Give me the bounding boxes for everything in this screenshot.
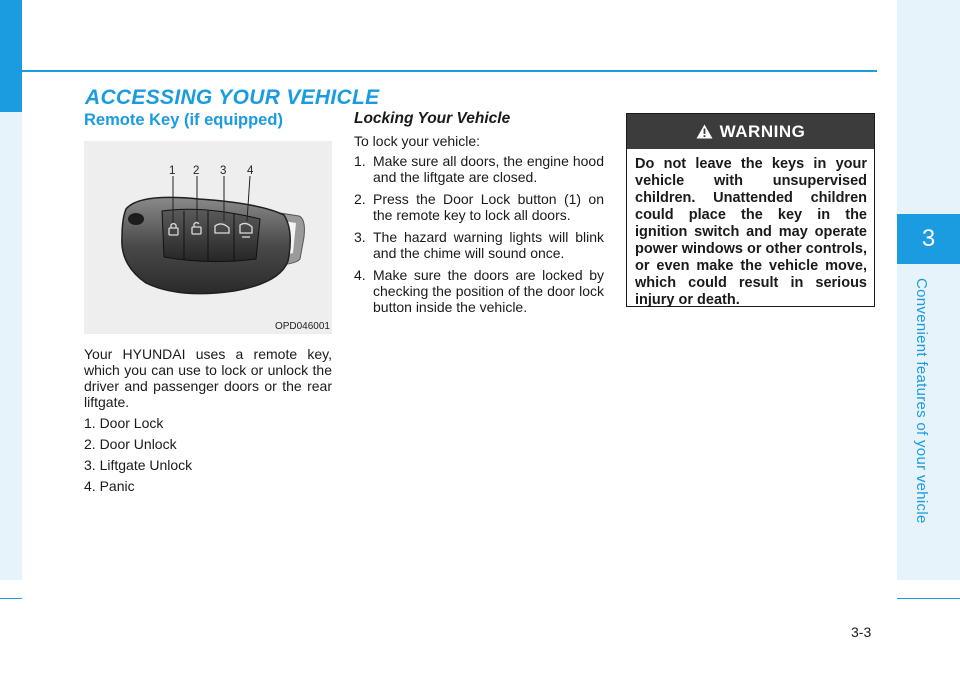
step-text: Make sure the doors are locked by checking the position of the door lock button inside the vehicle. — [373, 267, 604, 315]
right-footer-line — [897, 598, 960, 599]
figure-code: OPD046001 — [274, 321, 330, 332]
warning-box — [626, 113, 875, 307]
button-number-4: 4 — [247, 165, 254, 177]
locking-steps — [354, 153, 604, 321]
list-item: 2. Door Unlock — [84, 436, 177, 452]
locking-intro: To lock your vehicle: — [354, 133, 481, 149]
button-number-3: 3 — [220, 165, 227, 177]
left-footer-line — [0, 598, 22, 599]
list-item — [354, 153, 604, 185]
warning-header — [627, 114, 874, 149]
step-number: 4. — [354, 267, 366, 283]
step-text: Make sure all doors, the engine hood and the liftgate are closed. — [373, 153, 604, 185]
remote-key-illustration — [84, 141, 332, 334]
step-text: The hazard warning lights will blink and the chime will sound once. — [373, 229, 604, 261]
warning-text: Do not leave the keys in your vehicle with unsupervised children. Unattended children could place the key in the ignition switch and may operate power windows or other controls, or even make the vehicle move, which could result in serious injury or death. — [635, 156, 868, 308]
locking-heading: Locking Your Vehicle — [354, 110, 511, 127]
warning-triangle-icon — [696, 124, 713, 139]
warning-title: WARNING — [719, 121, 806, 141]
list-item — [354, 229, 604, 261]
step-number: 3. — [354, 229, 366, 245]
list-item: 1. Door Lock — [84, 415, 164, 431]
list-item: 4. Panic — [84, 478, 135, 494]
remote-key-description: Your HYUNDAI uses a remote key, which you can use to lock or unlock the driver and passenger doors or the rear liftgate. — [84, 346, 332, 410]
step-text: Press the Door Lock button (1) on the remote key to lock all doors. — [373, 191, 604, 223]
chapter-title: Convenient features of your vehicle — [913, 278, 930, 524]
remote-key-heading: Remote Key (if equipped) — [84, 111, 283, 129]
list-item: 3. Liftgate Unlock — [84, 457, 193, 473]
header-rule — [22, 70, 877, 72]
page-number: 3-3 — [851, 624, 872, 640]
step-number: 1. — [354, 153, 366, 169]
section-title: ACCESSING YOUR VEHICLE — [85, 86, 380, 109]
list-item — [354, 191, 604, 223]
button-number-2: 2 — [193, 165, 200, 177]
step-number: 2. — [354, 191, 366, 207]
button-number-1: 1 — [169, 165, 176, 177]
chapter-number-tab[interactable]: 3 — [897, 214, 960, 264]
list-item — [354, 267, 604, 315]
left-accent-bar — [0, 0, 22, 112]
remote-key-button-list — [84, 415, 192, 499]
remote-key-figure — [84, 141, 332, 334]
